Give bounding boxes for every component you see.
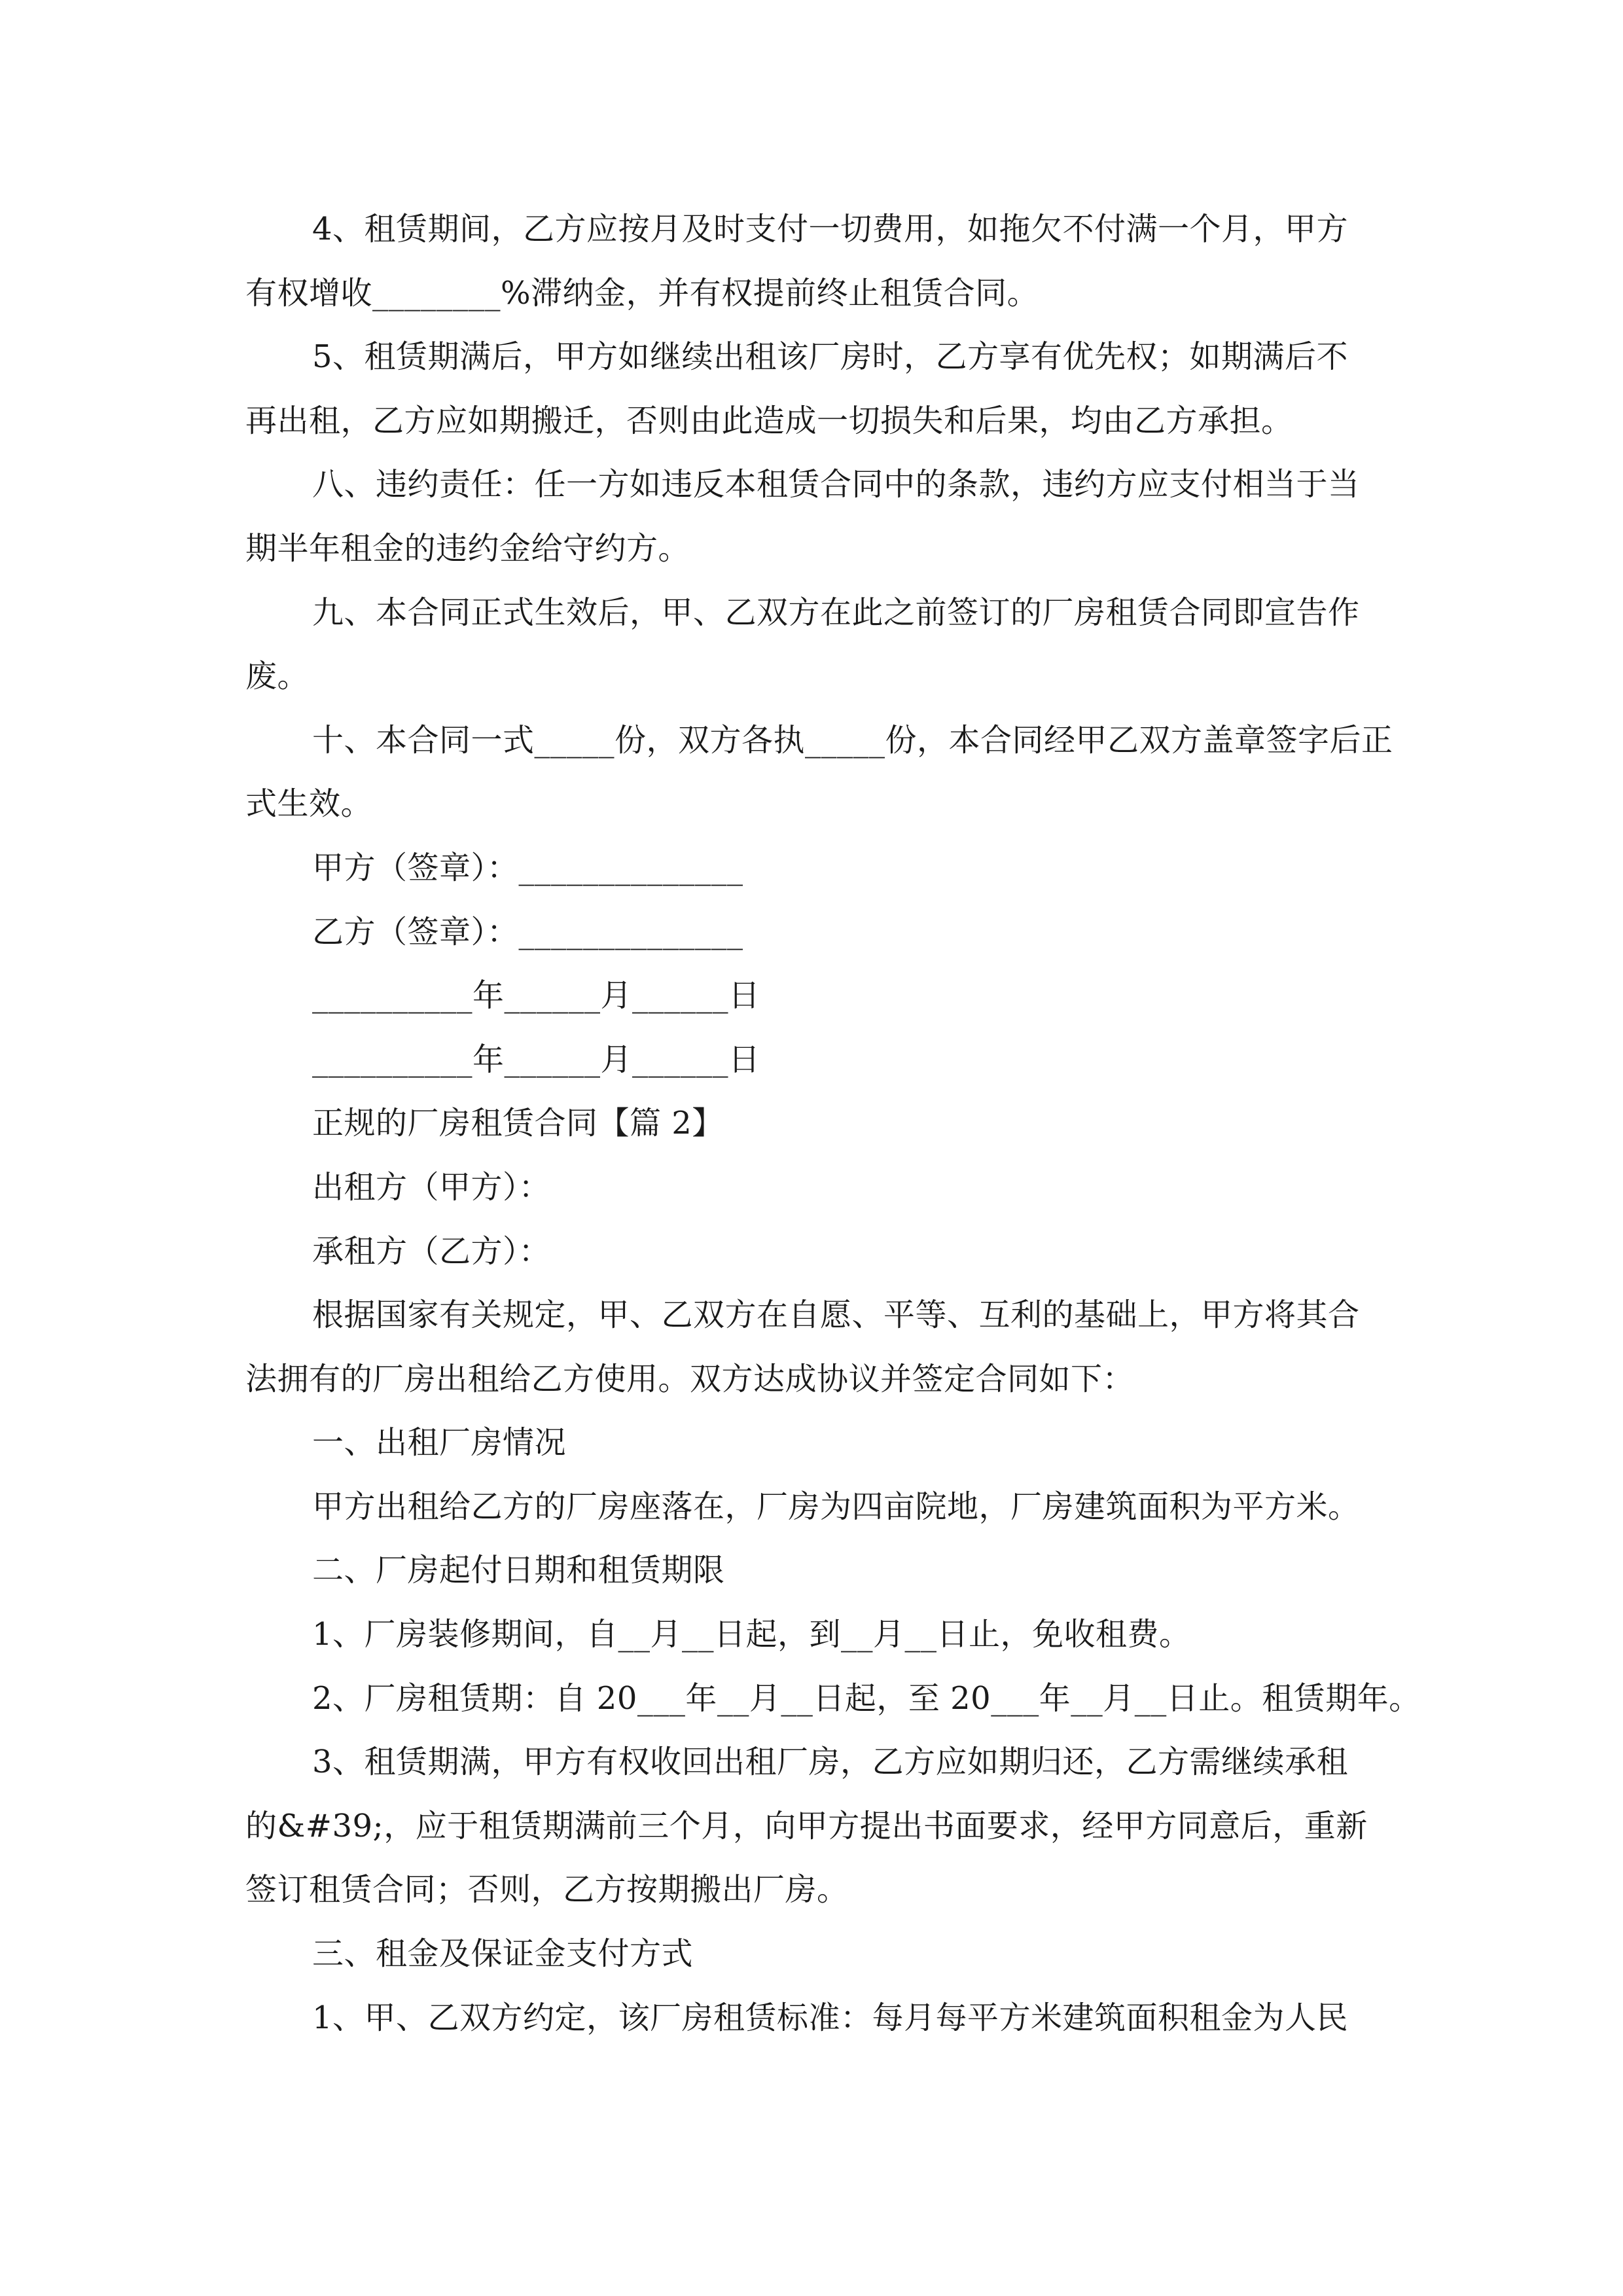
paragraph-line: 九、本合同正式生效后，甲、乙双方在此之前签订的厂房租赁合同即宣告作 [312, 594, 1360, 631]
paragraph-line: 根据国家有关规定，甲、乙双方在自愿、平等、互利的基础上，甲方将其合 [312, 1297, 1360, 1334]
paragraph-line: 甲方出租给乙方的厂房座落在，厂房为四亩院地，厂房建筑面积为平方米。 [312, 1488, 1360, 1525]
paragraph-line: 1、甲、乙双方约定，该厂房租赁标准：每月每平方米建筑面积租金为人民 [312, 1999, 1349, 2036]
paragraph-line: 5、租赁期满后，甲方如继续出租该厂房时，乙方享有优先权；如期满后不 [312, 338, 1349, 376]
paragraph-line: 式生效。 [245, 785, 373, 823]
signature-line-party-a: 甲方（签章）：______________ [312, 849, 743, 886]
paragraph-line: 的&#39;，应于租赁期满前三个月，向甲方提出书面要求，经甲方同意后，重新 [245, 1807, 1368, 1844]
date-line: __________年______月______日 [312, 977, 760, 1014]
section-title: 正规的厂房租赁合同【篇 2】 [312, 1105, 724, 1142]
document-body [245, 198, 1421, 2050]
date-line: __________年______月______日 [312, 1041, 760, 1078]
signature-line-party-b: 乙方（签章）：______________ [312, 913, 743, 950]
paragraph-line: 4、租赁期间，乙方应按月及时支付一切费用，如拖欠不付满一个月，甲方 [312, 211, 1349, 247]
clause-heading: 二、厂房起付日期和租赁期限 [312, 1552, 725, 1589]
clause-heading: 一、出租厂房情况 [312, 1424, 567, 1462]
paragraph-line: 签订租赁合同；否则，乙方按期搬出厂房。 [245, 1871, 849, 1909]
paragraph-line: 2、厂房租赁期：自 20___年__月__日起，至 20___年__月__日止。租赁期年。 [312, 1679, 1421, 1717]
paragraph-line: 法拥有的厂房出租给乙方使用。双方达成协议并签定合同如下： [245, 1360, 1135, 1397]
paragraph-line: 期半年租金的违约金给守约方。 [245, 529, 690, 567]
paragraph-line: 废。 [245, 658, 310, 695]
paragraph-line: 十、本合同一式_____份，双方各执_____份，本合同经甲乙双方盖章签字后正 [312, 721, 1393, 759]
paragraph-line: 八、违约责任：任一方如违反本租赁合同中的条款，违约方应支付相当于当 [312, 466, 1360, 503]
paragraph-line: 出租方（甲方）： [312, 1168, 551, 1206]
paragraph-line: 承租方（乙方）： [312, 1232, 551, 1270]
paragraph-line: 再出租，乙方应如期搬迁，否则由此造成一切损失和后果，均由乙方承担。 [245, 402, 1293, 439]
paragraph-line: 有权增收________%滞纳金，并有权提前终止租赁合同。 [245, 274, 1039, 312]
paragraph-line: 3、租赁期满，甲方有权收回出租厂房，乙方应如期归还，乙方需继续承租 [312, 1744, 1349, 1781]
paragraph-line: 1、厂房装修期间，自__月__日起，到__月__日止，免收租费。 [312, 1616, 1191, 1653]
clause-heading: 三、租金及保证金支付方式 [312, 1935, 694, 1973]
